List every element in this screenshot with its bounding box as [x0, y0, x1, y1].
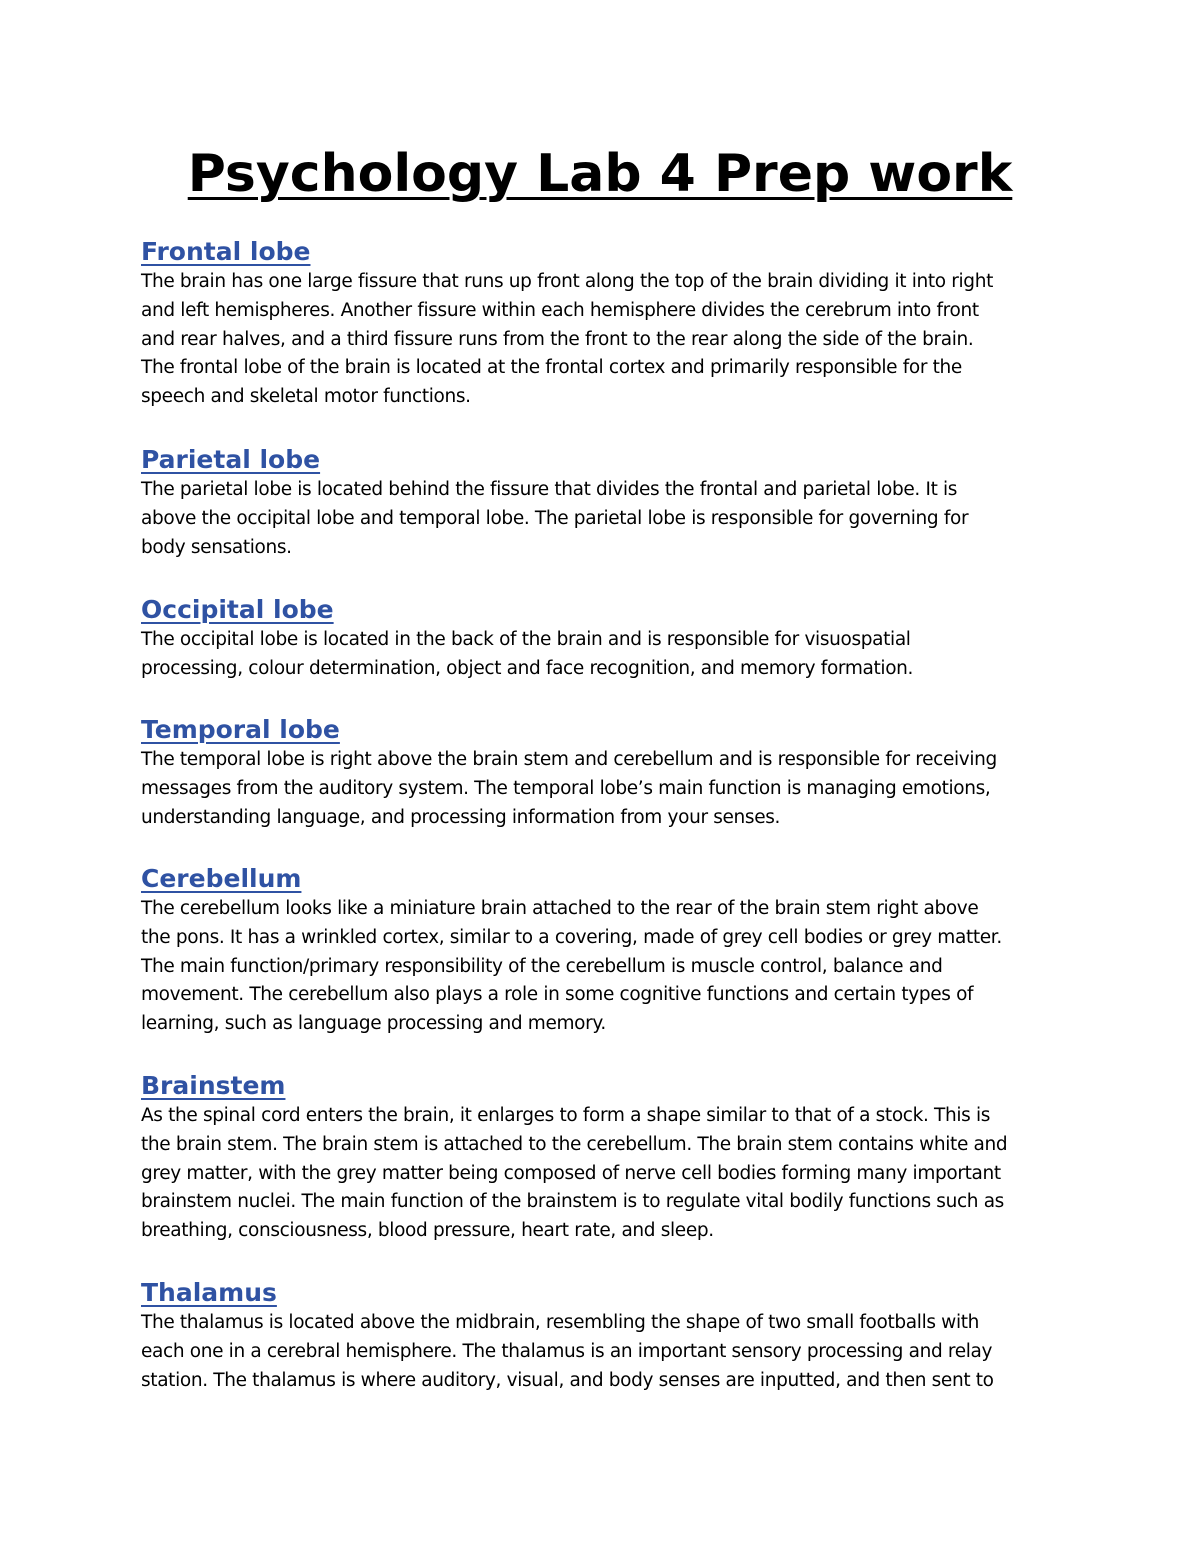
section-thalamus [141, 1277, 1071, 1395]
section-heading: Brainstem [141, 1071, 286, 1100]
body-line: The main function/primary responsibility of the cerebellum is muscle control, balance and [141, 955, 943, 977]
body-line: movement. The cerebellum also plays a role in some cognitive functions and certain types of [141, 984, 974, 1006]
section-occipital-lobe [141, 594, 1071, 684]
section-temporal-lobe [141, 714, 1071, 832]
body-line: The occipital lobe is located in the back of the brain and is responsible for visuospatial [141, 629, 911, 650]
section-heading: Cerebellum [141, 864, 302, 893]
body-line: and left hemispheres. Another fissure within each hemisphere divides the cerebrum into front [141, 299, 979, 321]
section-heading: Frontal lobe [141, 237, 311, 266]
body-line: breathing, consciousness, blood pressure, heart rate, and sleep. [141, 1220, 714, 1242]
document-title [0, 138, 1200, 210]
section-body [141, 746, 1071, 832]
body-line: brainstem nuclei. The main function of the brainstem is to regulate vital bodily functions such as [141, 1191, 1004, 1213]
section-parietal-lobe [141, 444, 1071, 562]
body-line: processing, colour determination, object and face recognition, and memory formation. [141, 657, 914, 679]
section-brainstem [141, 1070, 1071, 1246]
body-line: The temporal lobe is right above the brain stem and cerebellum and is responsible for receiving [141, 749, 997, 770]
body-line: As the spinal cord enters the brain, it enlarges to form a shape similar to that of a stock. This is [141, 1105, 991, 1126]
section-body [141, 895, 1071, 1039]
section-heading: Temporal lobe [141, 715, 340, 744]
body-line: The parietal lobe is located behind the fissure that divides the frontal and parietal lobe. It is [141, 479, 958, 500]
body-line: body sensations. [141, 536, 292, 558]
body-line: above the occipital lobe and temporal lobe. The parietal lobe is responsible for governing for [141, 507, 969, 529]
body-line: messages from the auditory system. The temporal lobe’s main function is managing emotions, [141, 777, 991, 799]
section-frontal-lobe [141, 236, 1071, 412]
section-cerebellum [141, 863, 1071, 1039]
body-line: the pons. It has a wrinkled cortex, similar to a covering, made of grey cell bodies or grey matter. [141, 926, 1002, 948]
body-line: The brain has one large fissure that runs up front along the top of the brain dividing it into right [141, 271, 993, 292]
body-line: The frontal lobe of the brain is located at the frontal cortex and primarily responsible for the [141, 357, 962, 379]
body-line: understanding language, and processing information from your senses. [141, 806, 781, 828]
body-line: grey matter, with the grey matter being composed of nerve cell bodies forming many important [141, 1162, 1001, 1184]
body-line: the brain stem. The brain stem is attached to the cerebellum. The brain stem contains white and [141, 1133, 1008, 1155]
section-heading: Thalamus [141, 1278, 277, 1307]
body-line: speech and skeletal motor functions. [141, 386, 471, 408]
section-heading: Parietal lobe [141, 445, 321, 474]
body-line: each one in a cerebral hemisphere. The thalamus is an important sensory processing and relay [141, 1340, 993, 1362]
section-body [141, 1309, 1071, 1395]
body-line: The cerebellum looks like a miniature brain attached to the rear of the brain stem right above [141, 898, 979, 919]
section-body [141, 626, 1071, 684]
section-body [141, 1102, 1071, 1246]
body-line: and rear halves, and a third fissure runs from the front to the rear along the side of the brain. [141, 328, 974, 350]
section-body [141, 268, 1071, 412]
section-body [141, 476, 1071, 562]
section-heading: Occipital lobe [141, 595, 334, 624]
body-line: The thalamus is located above the midbrain, resembling the shape of two small footballs with [141, 1312, 980, 1333]
document-title-text: Psychology Lab 4 Prep work [187, 144, 1013, 204]
body-line: station. The thalamus is where auditory, visual, and body senses are inputted, and then sent to [141, 1369, 994, 1391]
body-line: learning, such as language processing and memory. [141, 1013, 606, 1035]
